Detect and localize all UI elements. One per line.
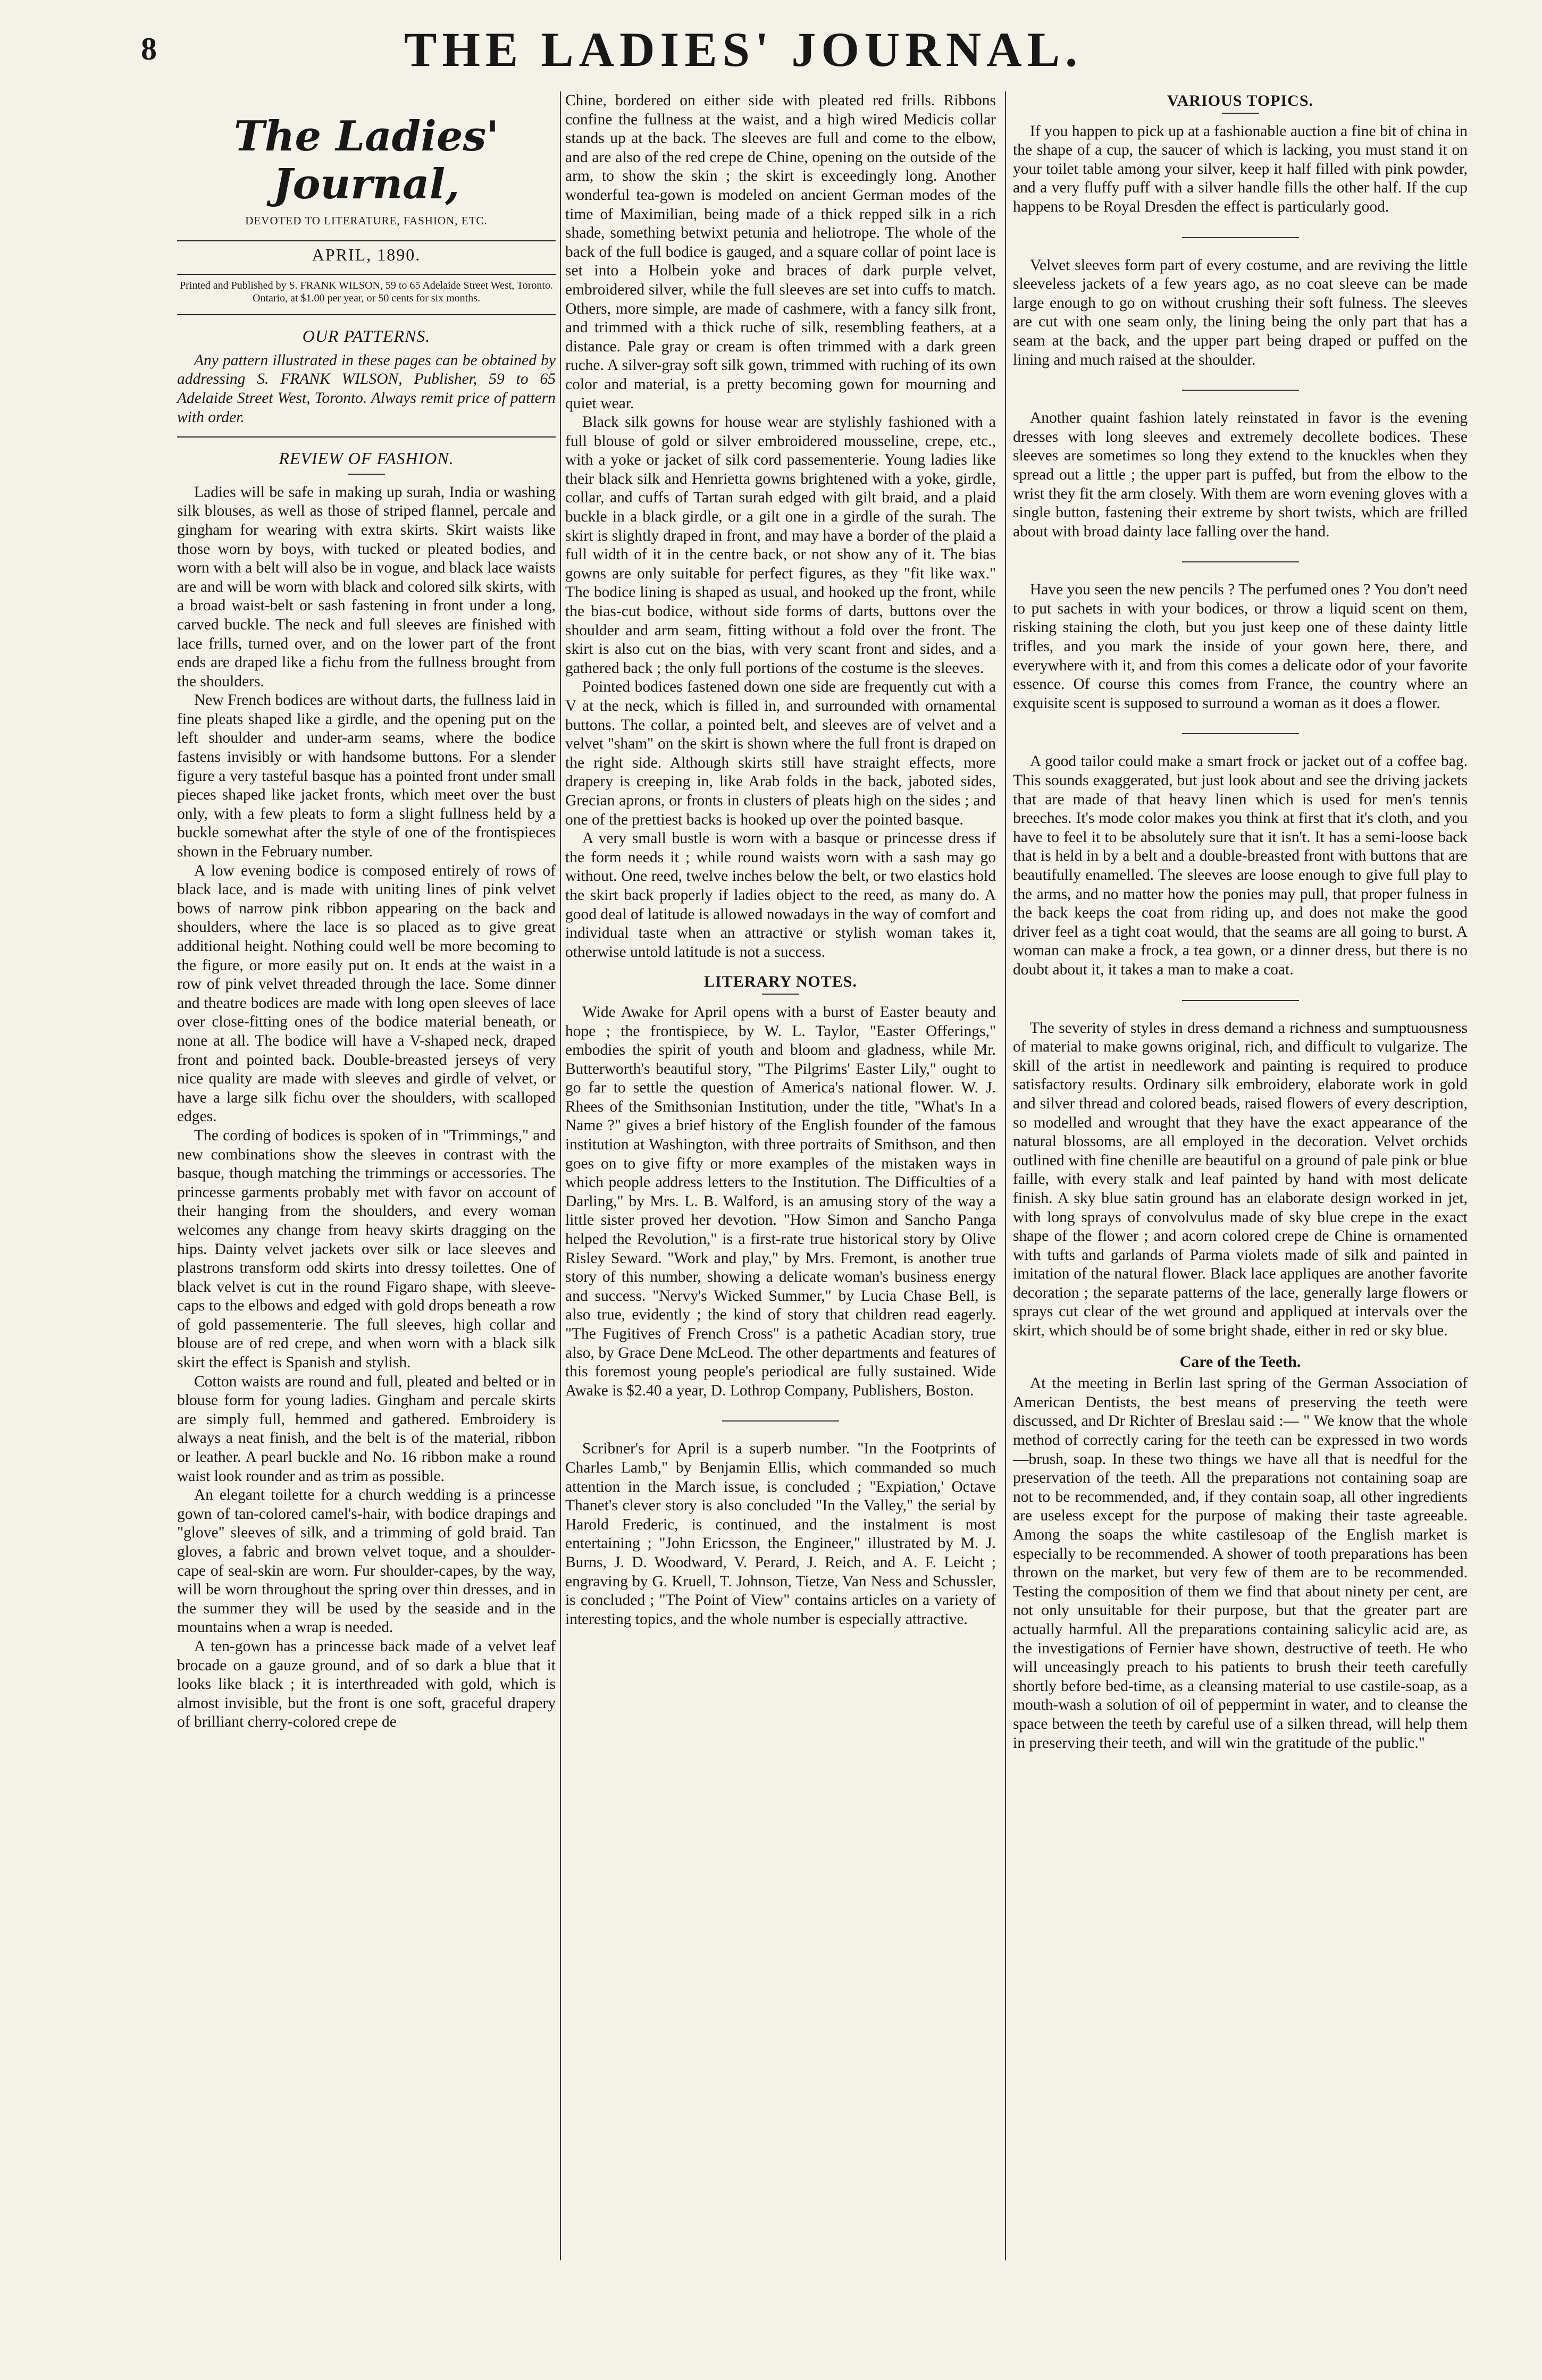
review-heading: REVIEW OF FASHION. [279,449,454,468]
various-topics-heading: VARIOUS TOPICS. [1167,92,1314,110]
divider [177,274,556,275]
column-1 [177,91,556,1732]
divider [177,436,556,438]
article-paragraph: Pointed bodices fastened down one side are frequently cut with a V at the neck, which is filled in, and surrounded with ornamental buttons. The collar, a pointed belt, and sleeves are of velvet and a velvet "sham" on the skirt is shown where the full front is draped on the right side. Although skirts still have straight effects, more drapery is creeping in, like Arab folds in the back, jaboted sides, Grecian aprons, or fronts in clusters of pleats high on the sides ; and one of the prettiest backs is hooked up over the pointed basque. [565,678,996,828]
topic-paragraph: A good tailor could make a smart frock or jacket out of a coffee bag. This sounds exaggerated, but just look about and see the driving jackets that are made of that heavy linen which is used for men's tennis breeches. It's mode color makes you think at first that it's cloth, and you have to feel it to be absolutely sure that it isn't. It has a semi-loose back that is held in by a belt and a double-breasted front with buttons that are beautifully enamelled. The sleeves are loose enough to give full play to the arms, and no matter how the ponies may pull, that proper fulness in the back keeps the coat from riding up, and does not make the good driver feel as a tight coat would, that the seams are all going to burst. A woman can make a frock, a tea gown, or a dinner dress, but there is no doubt about it, it takes a man to make a coat. [1013,753,1468,978]
topic-paragraph: Another quaint fashion lately reinstated in favor is the evening dresses with long sleeves and extremely decollete bodices. These sleeves are sometimes so long they extend to the knuckles when they spread out a little ; the upper part is puffed, but from the elbow to the wrist they fit the arm closely. With them are worn evening gloves with a single button, fastening their extreme by short twists, which are frilled about with broad dainty lace falling over the hand. [1013,409,1468,540]
divider [722,1420,839,1422]
page-number: 8 [141,31,157,66]
topic-paragraph: If you happen to pick up at a fashionable auction a fine bit of china in the shape of a cup, the saucer of which is lacking, you must stand it on your toilet table among your silver, keep it half filled with pink powder, and a very fluffy puff with a silver handle fills the other half. If the cup happens to be Royal Dresden the effect is particularly good. [1013,122,1468,215]
short-divider [762,994,799,995]
teeth-paragraph: At the meeting in Berlin last spring of the German Association of American Dentists, the best means of preserving the teeth were discussed, and Dr Richter of Breslau said :— " We know that the whole method of correctly caring for the teeth can be expressed in two words—brush, soap. In these two things we have all that is needful for the preservation of the teeth. All the preparations not containing soap are not to be recommended, and, if they contain soap, all other ingredients are useless except for the purpose of making their taste agreeable. Among the soaps the white castilesoap of the English market is especially to be recommended. A shower of tooth preparations has been thrown on the market, but very few of them are to be recommended. Testing the composition of them we find that about ninety per cent, are not only unsuitable for their purpose, but that the greater part are actually harmful. All the preparations containing salicylic acid are, as the investigations of Fernier have shown, destructive of teeth. He who will unceasingly preach to his patients to brush their teeth carefully shortly before bed-time, as a cleansing material to use castile-soap, as a mouth-wash a solution of oil of peppermint in water, and to cleanse the space between the teeth by careful use of a silken thread, will help them in preserving their teeth, and will win the gratitude of the public." [1013,1375,1468,1752]
divider [1182,1000,1299,1001]
patterns-heading: OUR PATTERNS. [302,326,431,346]
divider [177,314,556,315]
column-2 [565,91,996,1629]
patterns-text: Any pattern illustrated in these pages can be obtained by addressing S. FRANK WILSON, Publisher, 59 to 65 Adelaide Street West, Toronto. Always remit price of pattern with order. [177,351,556,426]
literary-notes-heading: LITERARY NOTES. [704,973,857,991]
divider [1182,390,1299,391]
article-paragraph: Ladies will be safe in making up surah, India or washing silk blouses, as well as those of striped flannel, percale and gingham for wearing with extra skirts. Skirt waists like those worn by boys, with tucked or pleated bodies, and worn with a belt will also be in vogue, and black lace waists are and will be worn with black and colored silk skirts, with a broad waist-belt or sash fastening in front under a long, carved buckle. The neck and full sleeves are finished with lace frills, turned over, and on the lower part of the front ends are draped like a fichu from the fullness brought from the shoulders. [177,483,556,690]
article-paragraph: The cording of bodices is spoken of in "Trimmings," and new combinations show the sleeves in contrast with the basque, though matching the trimmings or accessories. The princesse garments probably met with favor on account of their hanging from the shoulders, and every woman welcomes any change from heavy skirts dragging on the hips. Dainty velvet jackets over silk or lace sleeves and plastrons transform odd skirts into dressy toilettes. One of black velvet is cut in the round Figaro shape, with sleeve-caps to the elbows and edged with gold drops beneath a row of gold passementerie. The full sleeves, high collar and blouse are of red crepe, and when worn with a black silk skirt the effect is Spanish and stylish. [177,1126,556,1372]
column-divider [560,91,561,2260]
masthead: THE LADIES' JOURNAL. [404,22,1083,77]
article-paragraph: Chine, bordered on either side with pleated red frills. Ribbons confine the fullness at the waist, and a high wired Medicis collar stands up at the back. The sleeves are full and come to the elbow, and are also of the red crepe de Chine, opening on the outside of the arm, to show the skin ; the skirt is exceedingly long. Another wonderful tea-gown is modeled on ancient German modes of the time of Maximilian, being made of a thick repped silk in a rich shade, something betwixt petunia and heliotrope. The whole of the back of the full bodice is gauged, and a square collar of point lace is set into a Holbein yoke and braces of dark purple velvet, embroidered silver, while the full sleeves are set into cuffs to match. Others, more simple, are made of cashmere, with a fancy silk front, and trimmed with a thick ruche of silk, resembling feathers, at a distance. Pale gray or cream is often trimmed with a dark green ruche. A silver-gray soft silk gown, trimmed with ruching of its own color and material, is a pretty becoming gown for mourning and quiet wear. [565,92,996,412]
short-divider [1222,113,1259,114]
column-3 [1013,91,1468,1753]
divider [1182,561,1299,562]
column-divider [1005,91,1006,2260]
article-paragraph: Cotton waists are round and full, pleated and belted or in blouse form for young ladies. Gingham and percale skirts are simply full, hemmed and gathered. Embroidery is always a neat finish, and the belt is of the material, ribbon or leather. A pearl buckle and No. 16 ribbon make a round waist look rounder and as trim as possible. [177,1373,556,1485]
literary-paragraph: Scribner's for April is a superb number. "In the Footprints of Charles Lamb," by Benjamin Ellis, which commanded so much attention in the March issue, is concluded ; "Expiation,' Octave Thanet's clever story is also concluded "In the Valley," the serial by Harold Frederic, is continued, and the instalment is most entertaining ; "John Ericsson, the Engineer," illustrated by M. J. Burns, J. D. Woodward, V. Perard, J. Reich, and A. F. Leicht ; engraving by G. Kruell, T. Johnson, Tietze, Van Ness and Schussler, is concluded ; "The Point of View" contains articles on a variety of interesting topics, and the whole number is especially attractive. [565,1440,996,1628]
topic-paragraph: The severity of styles in dress demand a richness and sumptuousness of material to make gowns original, rich, and difficult to vulgarize. The skill of the artist in needlework and painting is required to produce satisfactory results. Ordinary silk embroidery, elaborate work in gold and silver thread and colored beads, raised flowers of every description, so modelled and wrought that they have the exact appearance of the natural blossoms, are all employed in the decoration. Velvet orchids outlined with fine chenille are beautiful on a ground of pale pink or blue faille, with every stalk and leaf painted by hand with most delicate finish. A sky blue satin ground has an elaborate design worked in jet, with long sprays of convolvulus made of sky blue crepe in the exact shape of the flower ; and acorn colored crepe de Chine is ornamented with tufts and garlands of Parma violets made of silk and painted in imitation of the natural flower. Black lace appliques are another favorite decoration ; the separate patterns of the lace, generally large flowers or sprays cut clear of the wet ground and appliqued at intervals over the skirt, which should be of some bright shade, either in red or sky blue. [1013,1019,1468,1340]
literary-paragraph: Wide Awake for April opens with a burst of Easter beauty and hope ; the frontispiece, by W. L. Taylor, "Easter Offerings," embodies the spirit of youth and bloom and gladness, while Mr. Butterworth's beautiful story, "The Pilgrims' Easter Lily," ought to go far to settle the question of America's national flower. W. J. Rhees of the Smithsonian Institution, under the title, "What's In a Name ?" gives a brief history of the English founder of the famous institution at Washington, with three portraits of Smithson, and then goes on to give fifty or more examples of the mistaken ways in which people address letters to the Institution. The Difficulties of a Darling," by Mrs. L. B. Walford, is an amusing story of the way a little sister proved her devotion. "How Simon and Sancho Panga helped the Revolution," is a first-rate true historical story by Olive Risley Seward. "Work and play," by Mrs. Fremont, is another true story of this number, showing a delicate woman's business energy and success. "Nervy's Wicked Summer," by Lucia Chase Bell, is also true, evidently ; the kind of story that children read eagerly. "The Fugitives of French Cross" is a pathetic Acadian story, true also, by Grace Dene McLeod. The other departments and features of this foremost young people's periodical are fully sustained. Wide Awake is $2.40 a year, D. Lothrop Company, Publishers, Boston. [565,1003,996,1399]
article-paragraph: New French bodices are without darts, the fullness laid in fine pleats shaped like a girdle, and the opening put on the left shoulder and under-arm seams, where the bodice fastens invisibly or with handsome buttons. For a slender figure a very tasteful basque has a pointed front under small pieces shaped like jacket fronts, which meet over the bust only, with a few pleats to form a slight fullness held by a buckle somewhat after the style of one of the frontispieces shown in the February number. [177,692,556,861]
divider [1182,733,1299,734]
article-paragraph: An elegant toilette for a church wedding is a princesse gown of tan-colored camel's-hair, with bodice drapings and "glove" sleeves of silk, and a trimming of gold braid. Tan gloves, a fabric and brown velvet toque, and a shoulder-cape of seal-skin are worn. Fur shoulder-capes, by the way, will be worn throughout the spring over thin dresses, and in the summer they will be used by the seaside and in the mountains when a wrap is needed. [177,1486,556,1636]
publisher-info: Printed and Published by S. FRANK WILSON, 59 to 65 Adelaide Street West, Toronto. Ontario, at $1.00 per year, or 50 cents for six months. [180,280,553,305]
devoted-line: DEVOTED TO LITERATURE, FASHION, ETC. [245,214,488,227]
nameplate: The Ladies' Journal, [233,112,499,208]
short-divider [348,474,385,475]
divider [177,240,556,241]
care-of-teeth-heading: Care of the Teeth. [1179,1352,1301,1370]
article-paragraph: A ten-gown has a princesse back made of a velvet leaf brocade on a gauze ground, and of so dark a blue that it looks like black ; it is interthreaded with gold, which is almost invisible, but the front is one soft, graceful drapery of brilliant cherry-colored crepe de [177,1637,556,1731]
article-paragraph: A low evening bodice is composed entirely of rows of black lace, and is made with uniting lines of pink velvet bows of narrow pink ribbon appearing on the back and shoulders, where the lace is so placed as to give great additional height. Nothing could well be more becoming to the figure, or more easily put on. It ends at the waist in a row of pink velvet threaded through the lace. Some dinner and theatre bodices are made with long open sleeves of lace over close-fitting ones of the bodice material beneath, or none at all. The bodice will have a V-shaped neck, draped front and pointed back. Double-breasted jerseys of very nice quality are made with sleeves and girdle of velvet, or have a large silk fichu over the shoulders, with scalloped edges. [177,862,556,1125]
issue-date: APRIL, 1890. [312,245,421,264]
article-paragraph: A very small bustle is worn with a basque or princesse dress if the form needs it ; while round waists worn with a sash may go without. One reed, twelve inches below the belt, or two elastics hold the skirt back properly if ladies object to the reed, as many do. A good deal of latitude is allowed nowadays in the way of comfort and individual taste when an attractive or stylish woman takes it, otherwise untold latitude is not a success. [565,830,996,961]
divider [1182,237,1299,238]
topic-paragraph: Velvet sleeves form part of every costume, and are reviving the little sleeveless jackets of a few years ago, as no coat sleeve can be made large enough to go on without crushing their soft fulness. The sleeves are cut with one seam only, the lining being the only part that has a seam at the back, and the upper part being draped or puffed on the lining and much raised at the shoulder. [1013,256,1468,368]
article-paragraph: Black silk gowns for house wear are stylishly fashioned with a full blouse of gold or silver embroidered mousseline, crepe, etc., with a yoke or jacket of silk cord passementerie. Young ladies like their black silk and Henrietta gowns brightened with a yoke, girdle, collar, and cuffs of Tartan surah edged with gilt braid, and a plaid buckle in a black girdle, or a gilt one in a girdle of the surah. The skirt is slightly draped in front, and may have a border of the plaid a full width of it in the centre back, or not show any of it. The bias gowns are only suitable for perfect figures, as they "fit like wax." The bodice lining is shaped as usual, and hooked up the front, while the bias-cut bodice, without side forms of darts, buttons over the shoulder and arm seam, fitting without a fold over the front. The skirt is also cut on the bias, with very scant front and sides, and a gathered back ; the only full portions of the costume is the sleeves. [565,414,996,677]
topic-paragraph: Have you seen the new pencils ? The perfumed ones ? You don't need to put sachets in with your bodices, or throw a liquid scent on them, risking staining the cloth, but you just keep one of these dainty little trifles, and you mark the inside of your gown here, there, and everywhere with it, and from this comes a delicate odor of your favorite essence. Of course this comes from France, the country where an exquisite scent is supposed to surround a woman as it does a flower. [1013,581,1468,712]
